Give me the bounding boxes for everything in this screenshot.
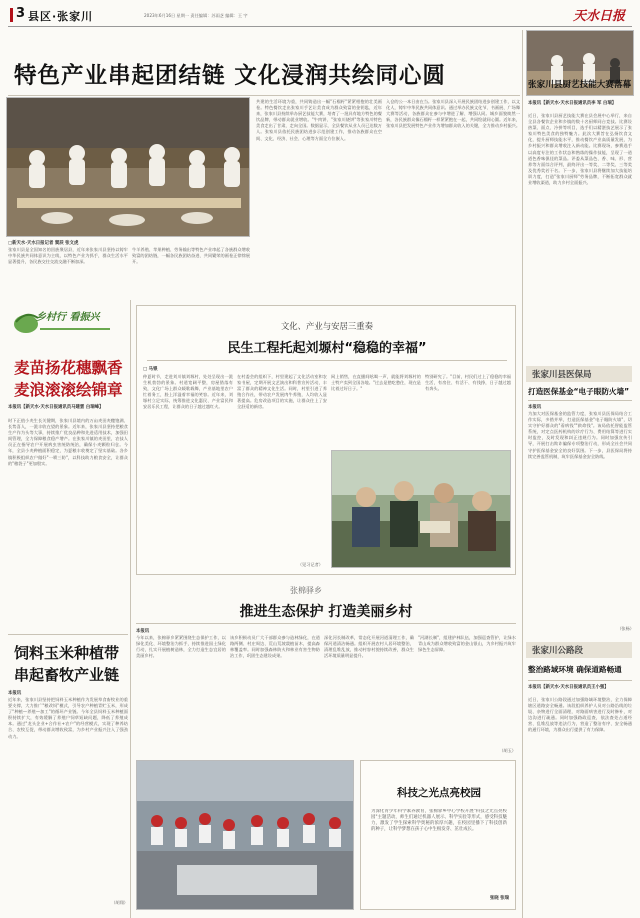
security-section-label: 张家川县医保局	[526, 366, 632, 382]
kitchen-photo-image	[7, 98, 250, 237]
students-photo-image	[137, 761, 354, 910]
eco-byline: 本报讯	[136, 629, 150, 634]
bottom-photo	[136, 760, 354, 910]
headline-rule	[8, 95, 520, 96]
feature-end-mark: （见习记者）	[297, 562, 323, 567]
headline-article-col4: 入仓的公一本日由在当。张家川县深入开展民族团结进步创建工作，以文化人，铸牢中华民族共同体意识。通过举办民族文化节、书画展、广场舞大赛等活动，各族群众在参与中增进了解、增强认同。城乡面貌焕然一新，各民族群众像石榴籽一样紧紧抱在一起，共同绘就同心圆。近年来，张家川县把发展特色产业作为增加群众收入的关键，全力推动乡村振兴。	[386, 99, 520, 129]
feature-title: 民生工程托起刘塬村“稳稳的幸福”	[227, 341, 427, 356]
headline-byline: □新天水·天水日报记者 窦辰 张文虎	[8, 241, 79, 246]
right-top-title-text	[528, 78, 632, 90]
rural-logo	[10, 302, 114, 338]
highway-section-label: 张家川公路段	[526, 642, 632, 658]
left-column-divider	[130, 300, 131, 918]
feature-article-col3: 网上销售，在直播间吆喝一声，就能将刘塬村的土特产卖到全国各地。"过去是愁吃愁住，现在是比着过好日子。"	[331, 374, 421, 392]
corn-author: （胡翔）	[111, 900, 128, 905]
eco-rule	[136, 623, 516, 624]
wheat-article: 时下正值小麦生长关键期，张家川县境内的万亩麦田麦穗饱满、长势喜人，一派丰收在望的景象。近年来，张家川县坚持把粮食生产作为头等大事，持续推广优良品种和先进适用技术，加强田间管理，全力保障粮食稳产增产。在张家川镇的麦田里，农技人员正在指导农户开展病虫害统防统治，确保小麦颗粒归仓。今年，全县小麦种植面积稳定，为夏粮丰收奠定了坚实基础。各乡镇积极组织农户做好"一喷三防"，以科技助力粮食安全，让群众的"粮袋子"更加殷实。	[8, 418, 128, 466]
security-rule	[528, 400, 632, 401]
headline-article-col2: 牛羊养殖、苹果种植、劳务输出等特色产业串起了各族群众增收致富的团结链，一幅各民族团结奋进、共同繁荣的画卷正徐徐展开。	[132, 247, 250, 265]
feature-kicker: 文化、产业与安居三重奏	[280, 321, 374, 331]
rural-logo-text: 乡村行 看振兴	[36, 312, 100, 323]
masthead	[0, 0, 640, 28]
page-number: 3	[16, 6, 26, 21]
corn-article: 近年来，张家川县坚持把饲料玉米种植作为发展草食畜牧业的重要支撑，大力推广"粮改饲"模式，引导农户种植青贮玉米，形成了"种植—养殖—加工"的循环产业链。今年全县饲料玉米种植面积持续扩大，有效缓解了养殖户饲草短缺问题，降低了养殖成本。通过"龙头企业+合作社+农户"的经营模式，实现了种养结合、农牧互促，带动群众增收致富，为乡村产业振兴注入了强劲动力。	[8, 697, 128, 739]
feature-article-col2: 在村委会的组织下，村里建起了文化活动室和农家书屋，定期开展文艺演出和科普宣传活动，丰富了群众的精神文化生活。同时，村里引进了养殖合作社，带动农户发展肉牛养殖，人均收入显著提高。危房改造项目的实施，让群众住上了安全舒适的新房。	[237, 374, 327, 410]
highway-byline: 本报讯【新天水·天水日报通讯员王小强】	[528, 685, 609, 690]
highway-title: 整治路域环境 确保道路畅通	[528, 665, 622, 674]
security-article: 为加大对医保基金的监管力度，张家川县医保局结合工作实际，多措并举，打造医保基金"电子眼防火墙"，切实守护好群众的"看病钱""救命钱"。该局依托智能监管系统，对定点医药机构的诊疗行为、费用结算等进行实时监控，及时发现和纠正违规行为。同时加强宣传引导，开展打击欺诈骗保专项整治行动，形成全社会共同守护医保基金安全的良好氛围。下一步，县医保局将持续完善监管机制，筑牢医保基金安全防线。	[528, 411, 632, 459]
right-column-divider	[522, 30, 523, 918]
top-photo	[6, 97, 250, 237]
highway-rule	[528, 680, 632, 681]
highway-article: 近日，张家川公路段通过加强路域环境整治，全力保障辖区道路安全畅通。该段组织养护人员对公路沿线的垃圾、杂物进行全面清理，对路面病害进行及时修补，对边沟进行疏通。同时加强路政巡查，依法查处占道经营、乱堆乱放等违法行为，营造了整洁有序、安全畅通的通行环境，为群众出行提供了有力保障。	[528, 697, 632, 733]
feature-rule	[147, 360, 507, 361]
wheat-title-line2: 麦浪滚滚绘锦章	[14, 381, 123, 399]
masthead-rule	[8, 26, 632, 27]
eco-article-col1: 今年以来，张棉驿乡紧紧围绕生态保护工作，以绿化美化、环境整治为抓手，持续推进国土绿化行动，扎实开展植树造林，全力打造生态宜居的美丽乡村。	[136, 635, 226, 659]
left-separator	[8, 634, 128, 635]
right-top-title-label: 张家川县厨艺技能大赛落幕	[528, 80, 632, 90]
eco-column-label: 张棉驿乡	[290, 586, 322, 595]
right-top-article: 近日，张家川县厨艺技能大赛在县会展中心举行，来自全县各餐饮企业和乡镇的数十名厨师同台竞技。比赛设热菜、面点、冷拼等项目，选手们以精湛技艺展示了张家川特色美食的独特魅力。此次大赛旨在弘扬饮食文化，提升厨师技能水平，推动餐饮产业高质量发展，为乡村振兴和群众增收注入新动能。比赛现场，参赛选手以高度专注的工作状态和熟练的操作技能，呈现了一道道色香味俱佳的菜品。评委从菜品色、香、味、形、营养等方面综合评判，最终评出一等奖、二等奖、三等奖及优秀奖若干名。下一步，张家川县将继续加大技能培训力度，打造"张家川厨师"劳务品牌，不断拓宽群众就业增收渠道，助力乡村全面振兴。	[528, 113, 632, 186]
villagers-photo-image	[332, 451, 511, 568]
section-name: 县区·张家川	[28, 10, 94, 23]
eco-article-col4: "河湖长制"，组建护林队伍，加强巡查管护，让绿水青山成为群众增收致富的金山银山，为乡村振兴筑牢绿色生态屏障。	[418, 635, 516, 653]
paper-name: 天水日报	[573, 9, 626, 24]
eco-article-col2: 该乡积极动员广大干部群众参与造林绿化，在道路两侧、村庄周边、荒山荒坡栽植苗木，提高森林覆盖率。同时加强森林防火和林业有害生物防治工作，巩固生态建设成果。	[230, 635, 320, 659]
corn-title-line1: 饲料玉米种植带	[14, 644, 120, 662]
page-number-bar	[10, 8, 13, 22]
feature-article-col4: 特别研究了。"目前，村民们过上了稳稳的幸福生活，有房住、有活干、有钱挣，日子越过越有奔头。	[425, 374, 511, 392]
security-byline: 本报讯	[528, 405, 542, 410]
security-title: 打造医保基金“电子眼防火墙”	[528, 387, 630, 396]
eco-article-col3: 深化河长制改革，常态化开展河道清理工作，确保河道清洁畅通。组织开展农村人居环境整治，清理乱堆乱放，推动村容村貌持续改善，群众生活环境质量明显提升。	[324, 635, 414, 659]
feature-box	[136, 305, 516, 575]
poem-title: 科技之光点亮校园	[397, 787, 481, 799]
security-author: （张杨）	[617, 626, 634, 631]
feature-article-col1: 仲夏时节，走进刘川镇刘塬村，处处呈现出一派生机勃勃的景象。村道宽阔平整，房屋错落有致，文化广场上群众载歌载舞，产业基地里农户忙着务工，脸上洋溢着幸福的笑容。近年来，刘塬村立足实际，统筹推进文化惠民、产业富民和安居乐民工程，让群众的日子越过越红火。	[143, 374, 233, 410]
wheat-byline: 本报讯【新天水·天水日报通讯员马建雲 白瑞峰】	[8, 405, 104, 410]
right-top-byline: 本报讯【新天水·天水日报通讯员李 军 白瑞】	[528, 101, 617, 106]
info-line: 2023年6月16日 星期一 责任编辑：苏雨芝 编辑：王 宇	[144, 13, 248, 18]
eco-title: 推进生态保护 打造美丽乡村	[239, 604, 413, 620]
corn-byline: 本报讯	[8, 691, 22, 696]
eco-end: （胡玉）	[499, 748, 516, 753]
poem-body: 为深化青少年科学素养教育，张棉驿乡中心学校开展"科技之光点亮校园"主题活动，师生们通过机器人展示、科学实验等形式，感受科技魅力，激发了学生探索科学奥秘的浓厚兴趣，在校园里播下了科技创新的种子，让科学梦想在孩子心中生根发芽、茁壮成长。	[371, 809, 507, 833]
poem-author: 张晓 张瑞	[489, 896, 509, 901]
feature-photo	[331, 450, 511, 568]
corn-title-line2: 串起畜牧产业链	[14, 666, 120, 684]
headline-article-col3: 共建的生活环境为重，共同铸造出一幅"石榴籽"紧紧相抱的壮美画卷。特色餐饮走出张家川手艺让美食成为群众致富的金钥匙，近年来，张家川县持续举办厨艺技能大赛，培育了一批具有地方特色的餐饮品牌，带动群众就业增收。"牛肉饼、"张家川烧饼"等张家川特色美食走出了甘肃，走向全国。数据显示，全县餐饮从业人员已达数万人。张家川县依托民族团结进步示范创建工作，推动各族群众在空间、文化、经济、社会、心理等方面全方位嵌入。	[256, 99, 382, 141]
poem-box	[360, 760, 516, 910]
wheat-title-line1: 麦苗扬花穗飘香	[14, 359, 123, 377]
headline-article-col1: 张家川县是全国知名的回族聚居县，近年来张家川县坚持以铸牢中华民族共同体意识为主线，以特色产业为抓手，群众生活水平显著提升，各民族交往交流交融不断加深。	[8, 247, 128, 265]
main-headline: 特色产业串起团结链 文化浸润共绘同心圆	[14, 63, 446, 89]
feature-author: □ 马银	[143, 367, 158, 372]
